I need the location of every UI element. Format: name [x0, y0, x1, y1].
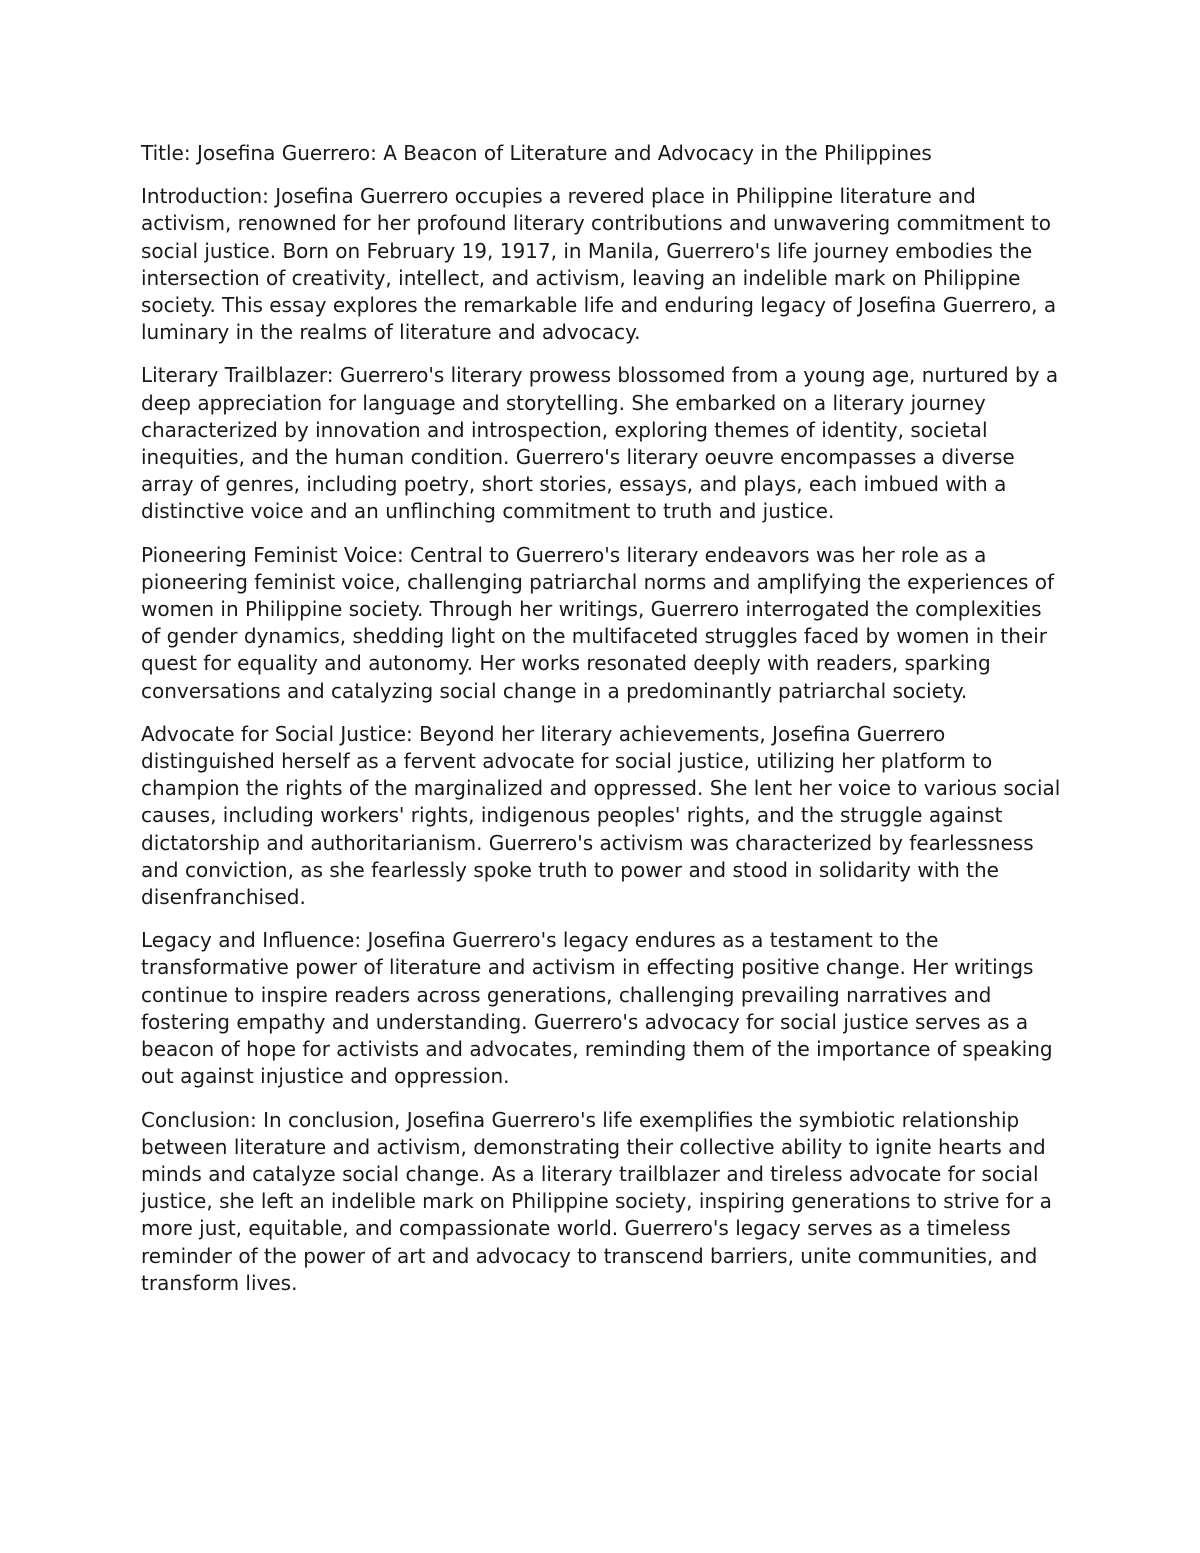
- document-body: [141, 140, 1066, 1313]
- document-title: Title: Josefina Guerrero: A Beacon of Literature and Advocacy in the Philippines: [141, 141, 932, 165]
- paragraph-introduction: Introduction: Josefina Guerrero occupies a revered place in Philippine literature and activism, renowned for her profound literary contributions and unwavering commitment to social justice. Born on February 19, 1917, in Manila, Guerrero's life journey embodies the intersection of creativity, intellect, and activism, leaving an indelible mark on Philippine society. This essay explores the remarkable life and enduring legacy of Josefina Guerrero, a luminary in the realms of literature and advocacy.: [141, 184, 1057, 345]
- paragraph-legacy-influence: Legacy and Influence: Josefina Guerrero's legacy endures as a testament to the transformative power of literature and activism in effecting positive change. Her writings continue to inspire readers across generations, challenging prevailing narratives and fostering empathy and understanding. Guerrero's advocacy for social justice serves as a beacon of hope for activists and advocates, reminding them of the importance of speaking out against injustice and oppression.: [141, 928, 1053, 1089]
- paragraph-literary-trailblazer: Literary Trailblazer: Guerrero's literary prowess blossomed from a young age, nurtured by a deep appreciation for language and storytelling. She embarked on a literary journey characterized by innovation and introspection, exploring themes of identity, societal inequities, and the human condition. Guerrero's literary oeuvre encompasses a diverse array of genres, including poetry, short stories, essays, and plays, each imbued with a distinctive voice and an unflinching commitment to truth and justice.: [141, 363, 1059, 524]
- paragraph-advocate-social-justice: Advocate for Social Justice: Beyond her literary achievements, Josefina Guerrero distinguished herself as a fervent advocate for social justice, utilizing her platform to champion the rights of the marginalized and oppressed. She lent her voice to various social causes, including workers' rights, indigenous peoples' rights, and the struggle against dictatorship and authoritarianism. Guerrero's activism was characterized by fearlessness and conviction, as she fearlessly spoke truth to power and stood in solidarity with the disenfranchised.: [141, 721, 1061, 910]
- paragraph-conclusion: Conclusion: In conclusion, Josefina Guerrero's life exemplifies the symbiotic relationship between literature and activism, demonstrating their collective ability to ignite hearts and minds and catalyze social change. As a literary trailblazer and tireless advocate for social justice, she left an indelible mark on Philippine society, inspiring generations to strive for a more just, equitable, and compassionate world. Guerrero's legacy serves as a timeless reminder of the power of art and advocacy to transcend barriers, unite communities, and transform lives.: [141, 1107, 1052, 1295]
- paragraph-pioneering-feminist-voice: Pioneering Feminist Voice: Central to Guerrero's literary endeavors was her role as a pioneering feminist voice, challenging patriarchal norms and amplifying the experiences of women in Philippine society. Through her writings, Guerrero interrogated the complexities of gender dynamics, shedding light on the multifaceted struggles faced by women in their quest for equality and autonomy. Her works resonated deeply with readers, sparking conversations and catalyzing social change in a predominantly patriarchal society.: [141, 542, 1055, 703]
